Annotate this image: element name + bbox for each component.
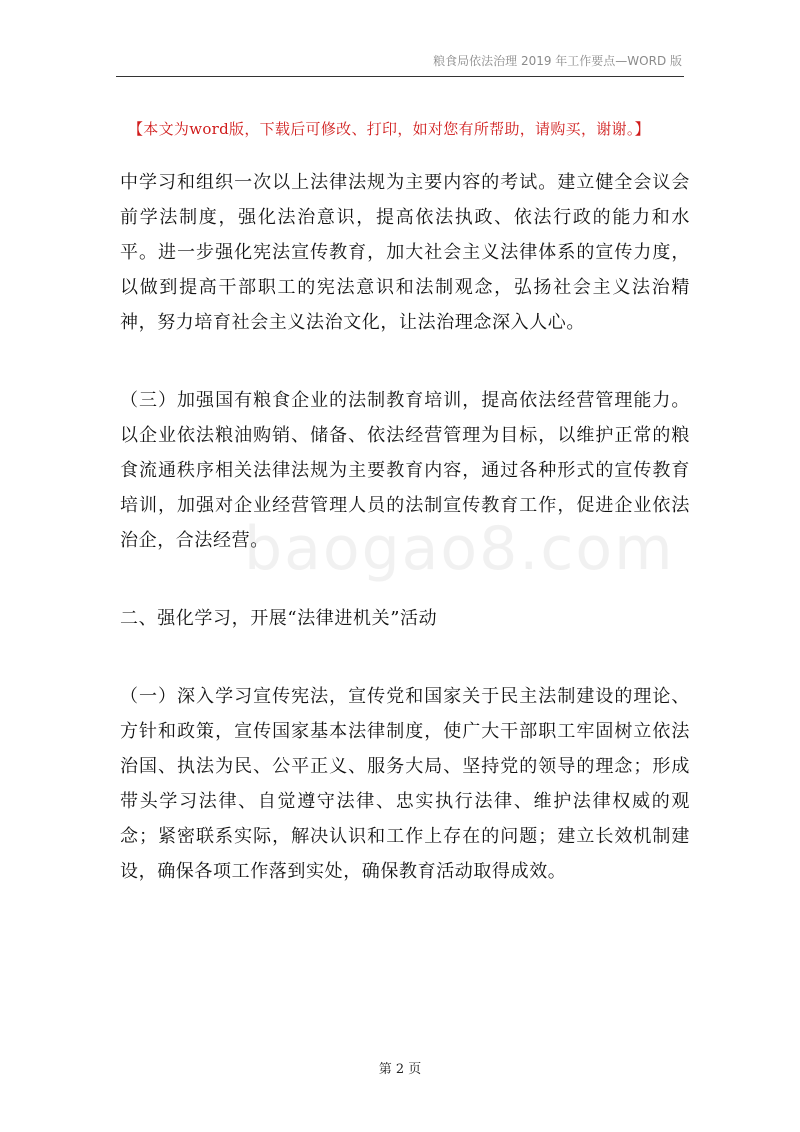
document-body: [120, 165, 690, 889]
download-notice: 【本文为word版，下载后可修改、打印，如对您有所帮助，请购买，谢谢。】: [128, 120, 650, 138]
watermark: baogao8.com: [244, 514, 675, 584]
paragraph-legal-study: 中学习和组织一次以上法律法规为主要内容的考试。建立健全会议会前学法制度，强化法治意识，提高依法执政、依法行政的能力和水平。进一步强化宪法宣传教育，加大社会主义法律体系的宣传力度，以做到提高干部职工的宪法意识和法制观念，弘扬社会主义法治精神，努力培育社会主义法治文化，让法治理念深入人心。: [120, 172, 690, 333]
paragraph-enterprise-training: （三）加强国有粮食企业的法制教育培训，提高依法经营管理能力。以企业依法粮油购销、储备、依法经营管理为目标，以维护正常的粮食流通秩序相关法律法规为主要教育内容，通过各种形式的宣传教育培训，加强对企业经营管理人员的法制宣传教育工作，促进企业依法治企，合法经营。: [120, 390, 690, 551]
header-title: 粮食局依法治理 2019 年工作要点—WORD 版: [433, 54, 682, 68]
header-divider: [116, 76, 684, 77]
page-number: 第 2 页: [378, 1062, 422, 1077]
section-heading-law-into-agencies: 二、强化学习，开展“法律进机关”活动: [120, 608, 438, 629]
paragraph-constitution-study: （一）深入学习宣传宪法，宣传党和国家关于民主法制建设的理论、方针和政策，宣传国家基本法律制度，使广大干部职工牢固树立依法治国、执法为民、公平正义、服务大局、坚持党的领导的理念；形成带头学习法律、自觉遵守法律、忠实执行法律、维护法律权威的观念；紧密联系实际，解决认识和工作上存在的问题；建立长效机制建设，确保各项工作落到实处，确保教育活动取得成效。: [120, 686, 690, 882]
